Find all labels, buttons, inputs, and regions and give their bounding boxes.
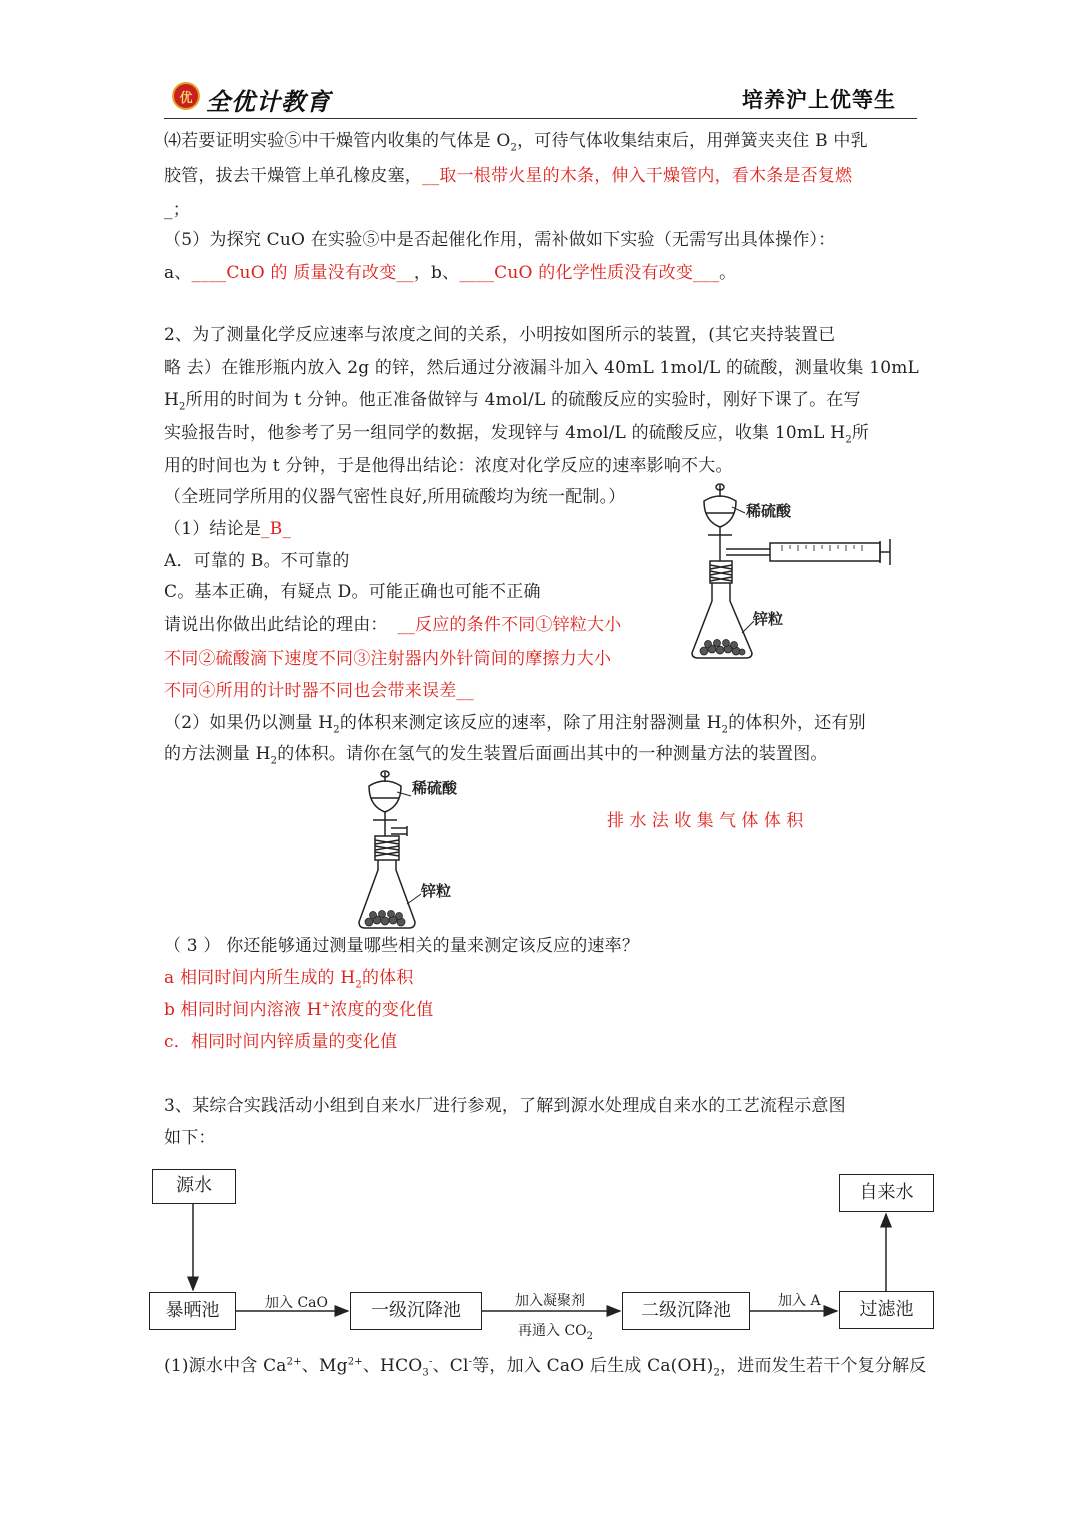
q2-reason-line1: 请说出你做出此结论的理由： __反应的条件不同①锌粒大小: [164, 615, 622, 635]
q2-intro-line4: 实验报告时，他参考了另一组同学的数据，发现锌与 4mol/L 的硫酸反应，收集 10mL $H_2$所: [164, 423, 870, 446]
q2-answer-b: b 相同时间内溶液 H+浓度的变化值: [164, 1000, 434, 1020]
q2-options-ab: A．可靠的 B。不可靠的: [164, 551, 350, 571]
brand-name: 全优计教育: [206, 87, 331, 116]
flow-box-source: 源水: [152, 1169, 236, 1204]
q2-reason-answer: __反应的条件不同①锌粒大小: [397, 615, 622, 635]
q3-intro-line1: 3、某综合实践活动小组到自来水厂进行参观，了解到源水处理成自来水的工艺流程示意图: [164, 1096, 846, 1116]
q2-part1-prompt: （1）结论是_B_: [164, 519, 292, 539]
q1-part5-line1: （5）为探究 CuO 在实验⑤中是否起催化作用，需补做如下实验（无需写出具体操作）：: [164, 230, 836, 250]
q2-intro-line1: 2、为了测量化学反应速率与浓度之间的关系，小明按如图所示的装置，(其它夹持装置已: [164, 325, 836, 345]
q2-intro-line5: 用的时间也为 t 分钟，于是他得出结论：浓度对化学反应的速率影响不大。: [164, 456, 733, 476]
brand-logo-icon: 优: [172, 82, 200, 110]
q2-answer-c: c．相同时间内锌质量的变化值: [164, 1032, 398, 1052]
q1-part5-answers: a、____CuO 的 质量没有改变__，b、____CuO 的化学性质没有改变___。: [164, 263, 737, 283]
flow-box-settle1: 一级沉降池: [350, 1292, 482, 1330]
q2-answer-a: a 相同时间内所生成的 $H_2$的体积: [164, 968, 414, 991]
q2-note: （全班同学所用的仪器气密性良好,所用硫酸均为统一配制。）: [164, 487, 626, 507]
q2-intro-line3: $H_2$所用的时间为 t 分钟。他正准备做锌与 4mol/L 的硫酸反应的实验时，刚好下课了。在写: [164, 390, 861, 413]
q2-reason-line3: 不同④所用的计时器不同也会带来误差__: [164, 681, 474, 701]
q2-part3-prompt: （ 3 ） 你还能够通过测量哪些相关的量来测定该反应的速率？: [164, 936, 640, 956]
flow-label-coagulant: 加入凝聚剂: [515, 1293, 585, 1309]
flow-label-add-cao: 加入 CaO: [265, 1295, 328, 1311]
q3-intro-line2: 如下：: [164, 1128, 216, 1148]
flow-box-settle2: 二级沉降池: [622, 1292, 750, 1330]
q2-reason-line2: 不同②硫酸滴下速度不同③注射器内外针筒间的摩擦力大小: [164, 649, 612, 669]
q1-part5-answer-a: ____CuO 的 质量没有改变__: [191, 263, 414, 283]
flow-box-sun-pool: 暴晒池: [149, 1292, 236, 1330]
q3-part1-line1: (1)源水中含 $Ca^{2+}$、$Mg^{2+}$、$HCO_3^-$、Cl-等，加入 CaO 后生成 $Ca(OH)_2$，进而发生若干个复分解反: [164, 1356, 927, 1379]
q2-part2-line2: 的方法测量 $H_2$的体积。请你在氢气的发生装置后面画出其中的一种测量方法的装置图。: [164, 744, 828, 767]
flow-label-add-a: 加入 A: [778, 1293, 821, 1309]
q2-options-cd: C。基本正确，有疑点 D。可能正确也可能不正确: [164, 582, 541, 602]
figure2-acid-label: 稀硫酸: [412, 779, 458, 797]
flow-box-tap-water: 自来水: [839, 1174, 934, 1212]
q1-part4-line1: ⑷若要证明实验⑤中干燥管内收集的气体是 $O_2$，可待气体收集结束后，用弹簧夹夹住 B 中乳: [164, 131, 868, 154]
q2-intro-line2: 略 去）在锥形瓶内放入 2g 的锌，然后通过分液漏斗加入 40mL 1mol/L 的硫酸，测量收集 10mL: [164, 358, 920, 378]
header-slogan: 培养沪上优等生: [742, 88, 896, 112]
figure1-zinc-label: 锌粒: [753, 610, 784, 628]
q2-part2-line1: （2）如果仍以测量 $H_2$的体积来测定该反应的速率，除了用注射器测量 $H_2$的体积外，还有别: [164, 713, 866, 736]
q2-part1-answer: _B_: [261, 519, 292, 539]
q1-part4-line3: _；: [164, 200, 190, 220]
figure1-acid-label: 稀硫酸: [746, 502, 792, 520]
figure2-zinc-label: 锌粒: [421, 882, 452, 900]
q2-method-answer: 排 水 法 收 集 气 体 体 积: [607, 811, 804, 831]
q1-part5-answer-b: ____CuO 的化学性质没有改变___: [459, 263, 720, 283]
q1-part4-answer: __取一根带火星的木条，伸入干燥管内，看木条是否复燃: [422, 166, 853, 186]
q1-part4-line2: 胶管，拔去干燥管上单孔橡皮塞，__取一根带火星的木条，伸入干燥管内，看木条是否复燃: [164, 166, 853, 186]
flow-label-co2: 再通入 $CO_2$: [518, 1323, 594, 1342]
flow-box-filter: 过滤池: [839, 1291, 934, 1329]
